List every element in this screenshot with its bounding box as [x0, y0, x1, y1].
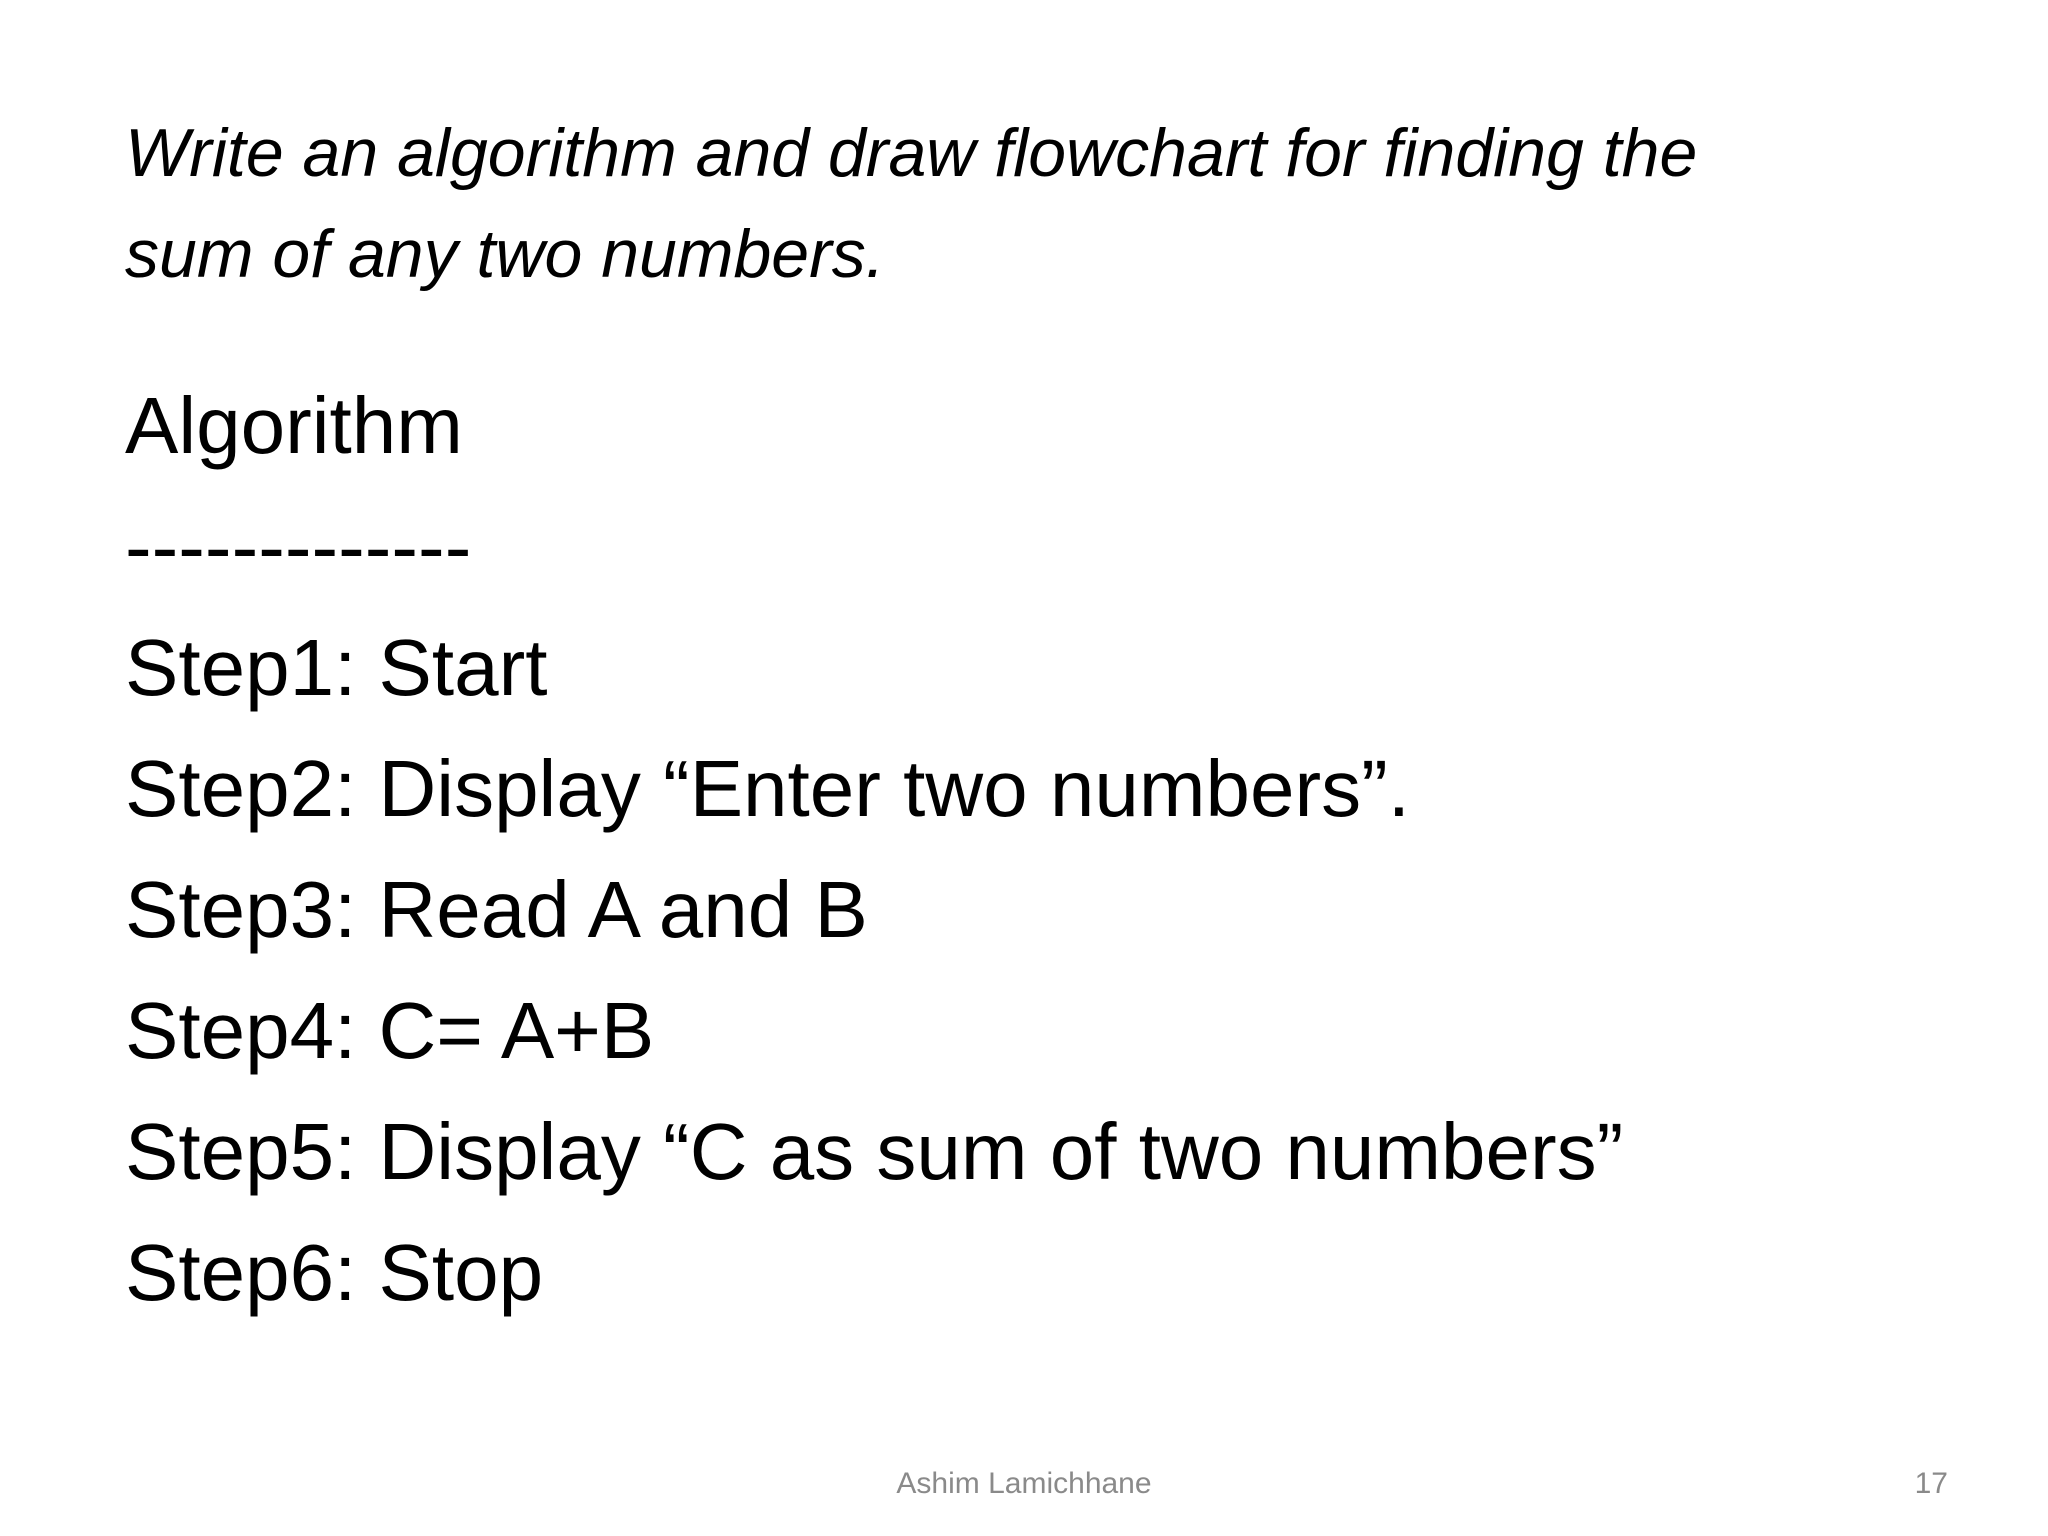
step-2: Step2: Display “Enter two numbers”.: [125, 744, 1410, 833]
algorithm-heading: Algorithm: [125, 381, 463, 470]
step-3: Step3: Read A and B: [125, 865, 868, 954]
footer-author: Ashim Lamichhane: [896, 1467, 1152, 1500]
page-number: 17: [1914, 1467, 1948, 1500]
question-line-2: sum of any two numbers.: [125, 216, 885, 292]
step-5: Step5: Display “C as sum of two numbers”: [125, 1107, 1624, 1196]
algorithm-content: [125, 365, 1945, 1333]
step-6: Step6: Stop: [125, 1228, 544, 1317]
step-4: Step4: C= A+B: [125, 986, 655, 1075]
question-text: [125, 103, 1945, 305]
question-line-1: Write an algorithm and draw flowchart for finding the: [125, 115, 1698, 191]
step-1: Step1: Start: [125, 623, 548, 712]
heading-separator: -------------: [125, 502, 472, 591]
